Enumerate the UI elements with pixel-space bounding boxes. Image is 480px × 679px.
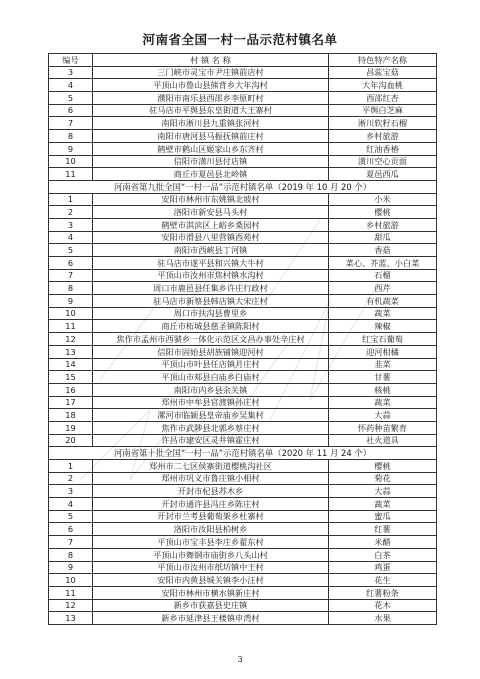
village-name: 新乡市获嘉县史庄镇 xyxy=(93,599,329,612)
row-number: 12 xyxy=(49,333,93,346)
table-row xyxy=(49,485,437,498)
section1-body xyxy=(49,66,437,180)
product-name: 香菇 xyxy=(329,244,437,257)
header-number: 编号 xyxy=(49,54,93,67)
product-name: 大年沟血桃 xyxy=(329,79,437,92)
product-name: 红薯 xyxy=(329,523,437,536)
village-name: 信阳市固始县胡族铺镇迎河村 xyxy=(93,345,329,358)
product-name: 甘薯 xyxy=(329,371,437,384)
village-name: 平顶山市郏县白庙乡白庙村 xyxy=(93,371,329,384)
village-name: 开封市兰考县葡萄架乡杜寨村 xyxy=(93,510,329,523)
table-row xyxy=(49,269,437,282)
row-number: 6 xyxy=(49,104,93,117)
product-name: 菜心、芥蓝、小白菜 xyxy=(329,257,437,270)
product-name: 花木 xyxy=(329,599,437,612)
product-name: 小米 xyxy=(329,193,437,206)
table-row xyxy=(49,295,437,308)
village-name: 漯河市临颍县皇帝庙乡吴集村 xyxy=(93,409,329,422)
product-name: 平舆白芝麻 xyxy=(329,104,437,117)
table-row xyxy=(49,548,437,561)
row-number: 10 xyxy=(49,155,93,168)
table-row xyxy=(49,561,437,574)
row-number: 12 xyxy=(49,599,93,612)
row-number: 3 xyxy=(49,66,93,79)
product-name: 蜜瓜 xyxy=(329,510,437,523)
table-row xyxy=(49,231,437,244)
village-name: 安阳市林州市东姚镇北坡村 xyxy=(93,193,329,206)
product-name: 乡村旅游 xyxy=(329,130,437,143)
product-name: 石榴 xyxy=(329,269,437,282)
product-name: 昌蕊宝菇 xyxy=(329,66,437,79)
row-number: 13 xyxy=(49,345,93,358)
row-number: 3 xyxy=(49,218,93,231)
row-number: 16 xyxy=(49,383,93,396)
document-title: 河南省全国一村一品示范村镇名单 xyxy=(142,32,338,47)
village-name: 周口市扶沟县曹里乡 xyxy=(93,307,329,320)
row-number: 11 xyxy=(49,320,93,333)
table-row xyxy=(49,333,437,346)
village-name: 洛阳市汝阳县柏树乡 xyxy=(93,523,329,536)
product-name: 核桃 xyxy=(329,383,437,396)
village-name: 鹤壁市淇滨区上峪乡桑园村 xyxy=(93,218,329,231)
village-name: 郑州市中牟县官渡镇孙庄村 xyxy=(93,396,329,409)
table-row xyxy=(49,218,437,231)
product-name: 辣椒 xyxy=(329,320,437,333)
product-name: 蔬菜 xyxy=(329,498,437,511)
row-number: 9 xyxy=(49,561,93,574)
row-number: 5 xyxy=(49,510,93,523)
section2-heading-body xyxy=(49,180,437,193)
row-number: 8 xyxy=(49,282,93,295)
row-number: 17 xyxy=(49,396,93,409)
row-number: 6 xyxy=(49,523,93,536)
row-number: 10 xyxy=(49,307,93,320)
row-number: 9 xyxy=(49,295,93,308)
table-row xyxy=(49,206,437,219)
table-row xyxy=(49,574,437,587)
product-name: 西邵红杏 xyxy=(329,92,437,105)
table-row xyxy=(49,320,437,333)
table-row xyxy=(49,498,437,511)
table-row xyxy=(49,536,437,549)
section2-title: 河南省第九批全国“一村一品”示范村镇名单（2019 年 10 月 20 个） xyxy=(49,180,437,193)
product-name: 怀药种苗繁育 xyxy=(329,421,437,434)
village-name: 平顶山市宝丰县李庄乡翟东村 xyxy=(93,536,329,549)
village-name: 南阳市西峡县丁河镇 xyxy=(93,244,329,257)
product-name: 红薯粉条 xyxy=(329,586,437,599)
village-name: 安阳市内黄县城关镇李小汪村 xyxy=(93,574,329,587)
row-number: 2 xyxy=(49,206,93,219)
row-number: 9 xyxy=(49,142,93,155)
village-name: 鹤壁市鹤山区姬家山乡东齐村 xyxy=(93,142,329,155)
row-number: 3 xyxy=(49,485,93,498)
table-row xyxy=(49,612,437,625)
product-name: 鸡蛋 xyxy=(329,561,437,574)
product-name: 淅川软籽石榴 xyxy=(329,117,437,130)
table-row xyxy=(49,79,437,92)
table-row xyxy=(49,282,437,295)
village-name: 商丘市柘城县慈圣镇陈阳村 xyxy=(93,320,329,333)
product-name: 甜瓜 xyxy=(329,231,437,244)
village-name: 商丘市夏邑县北岭镇 xyxy=(93,168,329,181)
row-number: 5 xyxy=(49,244,93,257)
village-name: 南阳市唐河县马振抚镇前庄村 xyxy=(93,130,329,143)
table-row xyxy=(49,345,437,358)
row-number: 8 xyxy=(49,548,93,561)
row-number: 7 xyxy=(49,269,93,282)
row-number: 11 xyxy=(49,168,93,181)
village-table xyxy=(48,53,437,625)
section3-body xyxy=(49,460,437,625)
row-number: 2 xyxy=(49,472,93,485)
village-name: 焦作市武陟县北郭乡蔡庄村 xyxy=(93,421,329,434)
product-name: 迎河柑橘 xyxy=(329,345,437,358)
row-number: 15 xyxy=(49,371,93,384)
village-name: 平顶山市叶县任店镇月庄村 xyxy=(93,358,329,371)
village-name: 驻马店市平舆县东皇街道大王寨村 xyxy=(93,104,329,117)
product-name: 韭菜 xyxy=(329,358,437,371)
product-name: 水果 xyxy=(329,612,437,625)
table-row xyxy=(49,371,437,384)
table-row xyxy=(49,472,437,485)
product-name: 樱桃 xyxy=(329,206,437,219)
village-name: 洛阳市新安县马头村 xyxy=(93,206,329,219)
table-row xyxy=(49,421,437,434)
product-name: 菊花 xyxy=(329,472,437,485)
section2-body xyxy=(49,193,437,447)
section3-title: 河南省第十批全国“一村一品”示范村镇名单（2020 年 11 月 24 个） xyxy=(49,447,437,460)
row-number: 18 xyxy=(49,409,93,422)
product-name: 大蒜 xyxy=(329,485,437,498)
section3-heading-body xyxy=(49,447,437,460)
table-row xyxy=(49,599,437,612)
row-number: 4 xyxy=(49,498,93,511)
row-number: 11 xyxy=(49,586,93,599)
village-name: 许昌市建安区灵井镇霍庄村 xyxy=(93,434,329,447)
row-number: 6 xyxy=(49,257,93,270)
section-title-row xyxy=(49,447,437,460)
village-name: 安阳市滑县八里营镇西苑村 xyxy=(93,231,329,244)
product-name: 樱桃 xyxy=(329,460,437,473)
row-number: 19 xyxy=(49,421,93,434)
table-row xyxy=(49,66,437,79)
village-name: 安阳市林州市横水镇新庄村 xyxy=(93,586,329,599)
product-name: 蔬菜 xyxy=(329,396,437,409)
village-name: 三门峡市灵宝市尹庄镇前店村 xyxy=(93,66,329,79)
header-village-name: 村 镇 名 称 xyxy=(93,54,329,67)
row-number: 8 xyxy=(49,130,93,143)
product-name: 红宝石葡萄 xyxy=(329,333,437,346)
table-row xyxy=(49,307,437,320)
row-number: 4 xyxy=(49,231,93,244)
village-name: 南阳市淅川县九重镇张河村 xyxy=(93,117,329,130)
header-product-name: 特色特产名称 xyxy=(329,54,437,67)
table-row xyxy=(49,396,437,409)
table-header-row xyxy=(49,54,437,67)
village-name: 平顶山市鲁山县熊背乡大年沟村 xyxy=(93,79,329,92)
row-number: 4 xyxy=(49,79,93,92)
village-name: 平顶山市汝州市纸坊镇中王村 xyxy=(93,561,329,574)
product-name: 西芹 xyxy=(329,282,437,295)
product-name: 夏邑西瓜 xyxy=(329,168,437,181)
product-name: 潢川空心贡面 xyxy=(329,155,437,168)
table-row xyxy=(49,104,437,117)
village-name: 开封市杞县苏木乡 xyxy=(93,485,329,498)
page-number: 3 xyxy=(237,655,243,664)
product-name: 乡村旅游 xyxy=(329,218,437,231)
village-name: 南阳市内乡县余关镇 xyxy=(93,383,329,396)
village-name: 驻马店市新蔡县韩店镇大宋庄村 xyxy=(93,295,329,308)
row-number: 7 xyxy=(49,117,93,130)
table-row xyxy=(49,434,437,447)
table-row xyxy=(49,460,437,473)
table-row xyxy=(49,168,437,181)
village-name: 平顶山市舞钢市庙街乡八头山村 xyxy=(93,548,329,561)
row-number: 1 xyxy=(49,460,93,473)
product-name: 社火道具 xyxy=(329,434,437,447)
row-number: 1 xyxy=(49,193,93,206)
village-name: 郑州市二七区侯寨街道樱桃沟社区 xyxy=(93,460,329,473)
village-name: 开封市通许县冯庄乡陈庄村 xyxy=(93,498,329,511)
village-name: 郑州市巩义市鲁庄镇小相村 xyxy=(93,472,329,485)
table-row xyxy=(49,92,437,105)
table-row xyxy=(49,523,437,536)
table-row xyxy=(49,155,437,168)
table-row xyxy=(49,510,437,523)
table-row xyxy=(49,193,437,206)
village-name: 周口市鹿邑县任集乡许庄行政村 xyxy=(93,282,329,295)
table-row xyxy=(49,586,437,599)
village-name: 信阳市潢川县付店镇 xyxy=(93,155,329,168)
row-number: 10 xyxy=(49,574,93,587)
table-row xyxy=(49,117,437,130)
table-row xyxy=(49,358,437,371)
table-row xyxy=(49,130,437,143)
row-number: 14 xyxy=(49,358,93,371)
row-number: 20 xyxy=(49,434,93,447)
table-row xyxy=(49,142,437,155)
row-number: 5 xyxy=(49,92,93,105)
table-row xyxy=(49,383,437,396)
village-name: 焦作市孟州市西虢乡一体化示范区文昌办事处辛庄村 xyxy=(93,333,329,346)
product-name: 红油香椿 xyxy=(329,142,437,155)
product-name: 花生 xyxy=(329,574,437,587)
village-name: 新乡市延津县王楼镇申湾村 xyxy=(93,612,329,625)
village-name: 驻马店市遂平县和兴镇大牛村 xyxy=(93,257,329,270)
product-name: 有机蔬菜 xyxy=(329,295,437,308)
product-name: 白茶 xyxy=(329,548,437,561)
product-name: 大蒜 xyxy=(329,409,437,422)
table-row xyxy=(49,409,437,422)
row-number: 13 xyxy=(49,612,93,625)
row-number: 7 xyxy=(49,536,93,549)
section-title-row xyxy=(49,180,437,193)
table-row xyxy=(49,244,437,257)
village-name: 濮阳市南乐县西邵乡李原町村 xyxy=(93,92,329,105)
product-name: 米醋 xyxy=(329,536,437,549)
village-name: 平顶山市汝州市焦村镇水沟村 xyxy=(93,269,329,282)
product-name: 蔬菜 xyxy=(329,307,437,320)
table-row xyxy=(49,257,437,270)
